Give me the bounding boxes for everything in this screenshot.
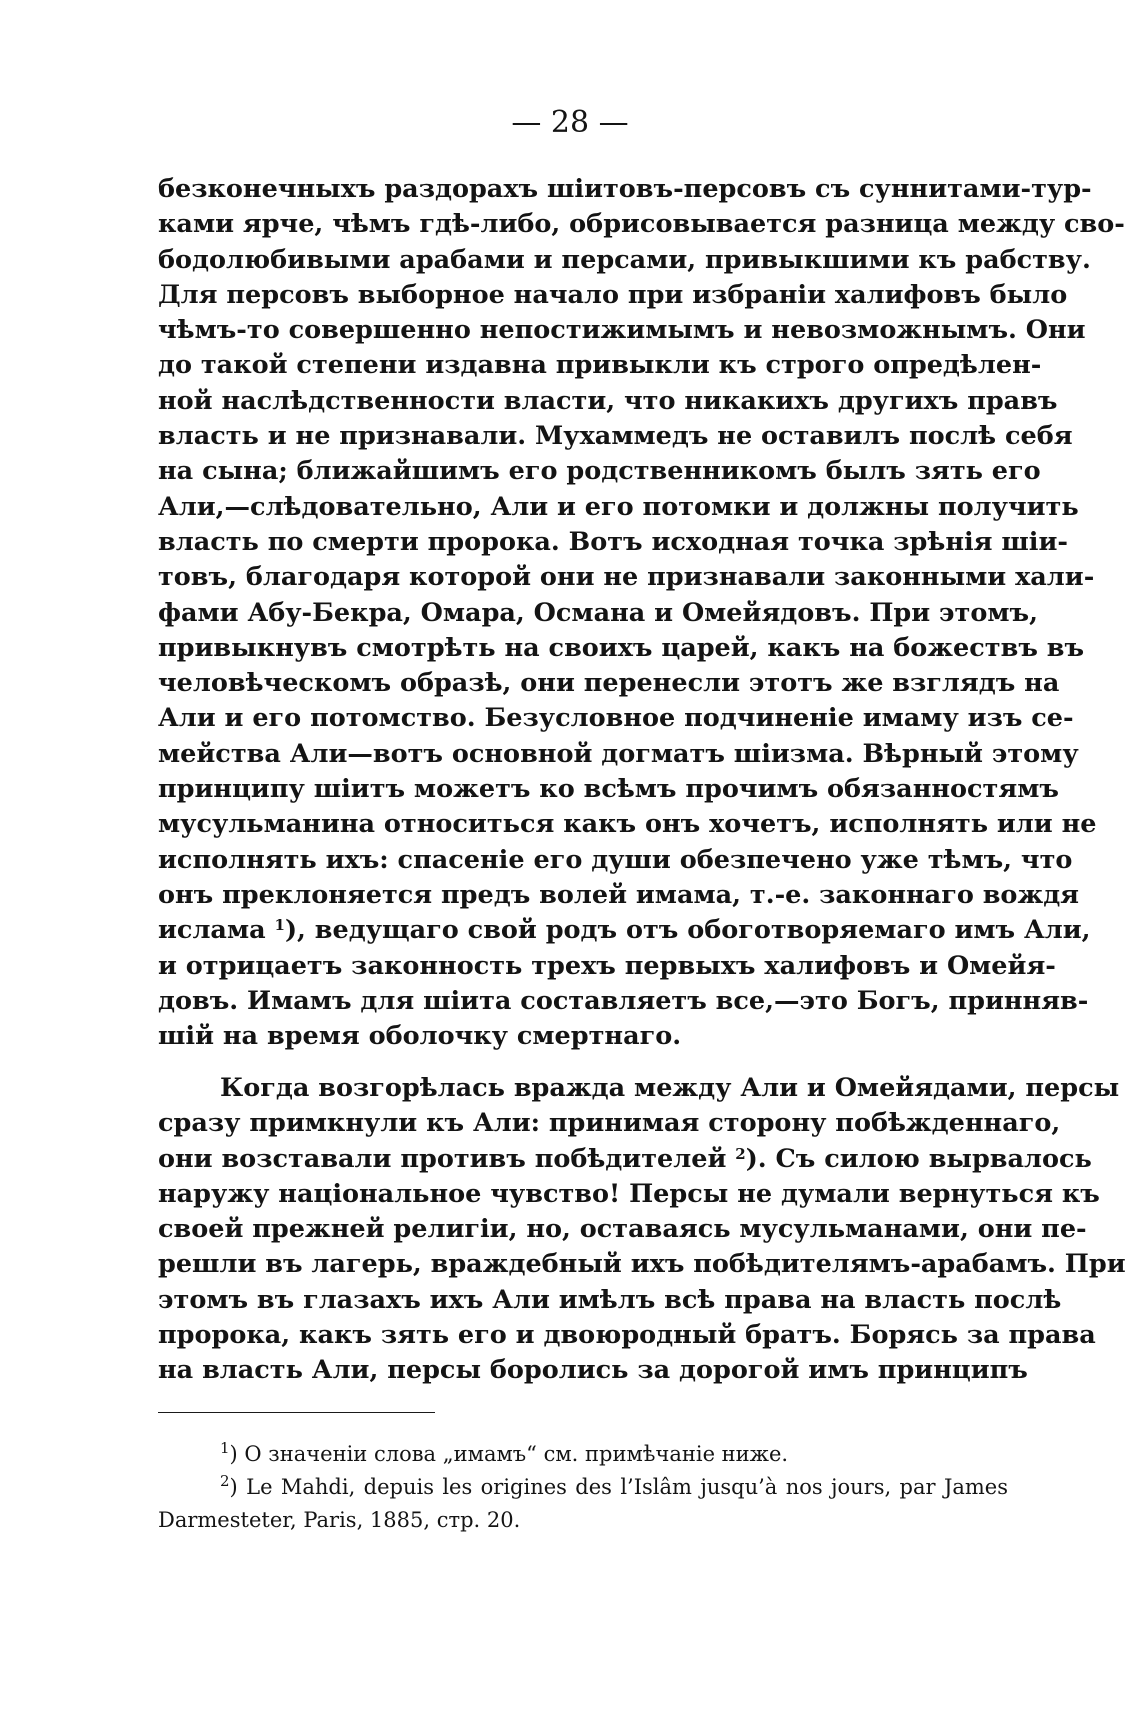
- footnote-marker-2: 2: [220, 1472, 230, 1490]
- text-fragment: ), ведущаго свой родъ отъ обоготворяемаго имъ Али,: [284, 915, 1091, 946]
- text-line: сразу примкнули къ Али: принимая сторону побѣжденнаго,: [158, 1108, 1061, 1139]
- text-line-with-footnote-ref: [158, 913, 1091, 948]
- text-line: чѣмъ-то совершенно непостижимымъ и невозможнымъ. Они: [158, 315, 1086, 346]
- page-number: — 28 —: [511, 105, 629, 140]
- text-line: Для персовъ выборное начало при избранiи халифовъ было: [158, 279, 1068, 310]
- text-line: довъ. Имамъ для шiита составляетъ все,—это Богъ, принняв-: [158, 985, 1089, 1016]
- text-line: решли въ лагерь, враждебный ихъ побѣдителямъ-арабамъ. При: [158, 1249, 1126, 1280]
- footnote-marker-1: 1: [220, 1439, 230, 1457]
- text-line-with-footnote-ref: [158, 1142, 1092, 1177]
- text-line: на сына; ближайшимъ его родственникомъ былъ зять его: [158, 456, 1041, 487]
- text-line: человѣческомъ образѣ, они перенесли этотъ же взглядъ на: [158, 668, 1060, 699]
- text-fragment: они возставали противъ побѣдителей: [158, 1143, 727, 1174]
- footnote-2-continued: Darmesteter, Paris, 1885, стр. 20.: [158, 1508, 521, 1532]
- text-line: привыкнувъ смотрѣть на своихъ царей, какъ на божествъ въ: [158, 632, 1085, 663]
- footnotes: [158, 1438, 1008, 1537]
- paragraph-1: [158, 172, 1125, 1054]
- text-line: власть и не признавали. Мухаммедъ не оставилъ послѣ себя: [158, 421, 1073, 452]
- text-line: наружу нацiональное чувство! Персы не думали вернуться къ: [158, 1178, 1100, 1209]
- text-line: ками ярче, чѣмъ гдѣ-либо, обрисовывается разница между сво-: [158, 209, 1125, 240]
- text-line: до такой степени издавна привыкли къ строго опредѣлен-: [158, 350, 1042, 381]
- text-line: на власть Али, персы боролись за дорогой имъ принципъ: [158, 1355, 1028, 1386]
- text-line: ной наслѣдственности власти, что никакихъ другихъ правъ: [158, 385, 1058, 416]
- footnote-ref-1[interactable]: 1: [274, 916, 285, 935]
- text-line: мусульманина относиться какъ онъ хочетъ, исполнять или не: [158, 809, 1097, 840]
- text-line: мейства Али—вотъ основной догматъ шiизма. Вѣрный этому: [158, 738, 1079, 769]
- footnote-text: ) Le Mahdi, depuis les origines des l’Islâm jusqu’à nos jours, par James: [229, 1475, 1008, 1499]
- text-line: Али и его потомство. Безусловное подчиненiе имаму изъ се-: [158, 703, 1074, 734]
- text-line: шiй на время оболочку смертнаго.: [158, 1021, 682, 1052]
- text-line: принципу шiитъ можетъ ко всѣмъ прочимъ обязанностямъ: [158, 774, 1059, 805]
- paragraph-2: [158, 1071, 1126, 1389]
- footnote-divider: [158, 1412, 435, 1413]
- text-line: пророка, какъ зять его и двоюродный братъ. Борясь за права: [158, 1320, 1096, 1351]
- footnote-2: [158, 1471, 1008, 1504]
- text-fragment: ислама: [158, 915, 266, 946]
- text-line: исполнять ихъ: спасенiе его души обезпечено уже тѣмъ, что: [158, 844, 1073, 875]
- text-line: бодолюбивыми арабами и персами, привыкшими къ рабству.: [158, 244, 1091, 275]
- text-line: фами Абу-Бекра, Омара, Османа и Омейядовъ. При этомъ,: [158, 597, 1038, 628]
- text-fragment: ). Съ силою вырвалось: [745, 1143, 1092, 1174]
- footnote-1: [158, 1438, 1008, 1471]
- text-line: своей прежней религiи, но, оставаясь мусульманами, они пе-: [158, 1214, 1087, 1245]
- text-line: Когда возгорѣлась вражда между Али и Омейядами, персы: [220, 1073, 1120, 1103]
- footnote-text: ) О значенiи слова „имамъ“ см. примѣчанiе ниже.: [229, 1442, 789, 1466]
- text-line: этомъ въ глазахъ ихъ Али имѣлъ всѣ права на власть послѣ: [158, 1284, 1062, 1315]
- text-line: Али,—слѣдовательно, Али и его потомки и должны получить: [158, 491, 1079, 522]
- text-line: власть по смерти пророка. Вотъ исходная точка зрѣнiя шiи-: [158, 526, 1068, 557]
- text-line: товъ, благодаря которой они не признавали законными хали-: [158, 562, 1095, 593]
- text-line: и отрицаетъ законность трехъ первыхъ халифовъ и Омейя-: [158, 950, 1056, 981]
- footnote-ref-2[interactable]: 2: [735, 1144, 746, 1163]
- text-line: безконечныхъ раздорахъ шiитовъ-персовъ съ суннитами-тур-: [158, 174, 1092, 204]
- text-line: онъ преклоняется предъ волей имама, т.-е. законнаго вождя: [158, 879, 1080, 910]
